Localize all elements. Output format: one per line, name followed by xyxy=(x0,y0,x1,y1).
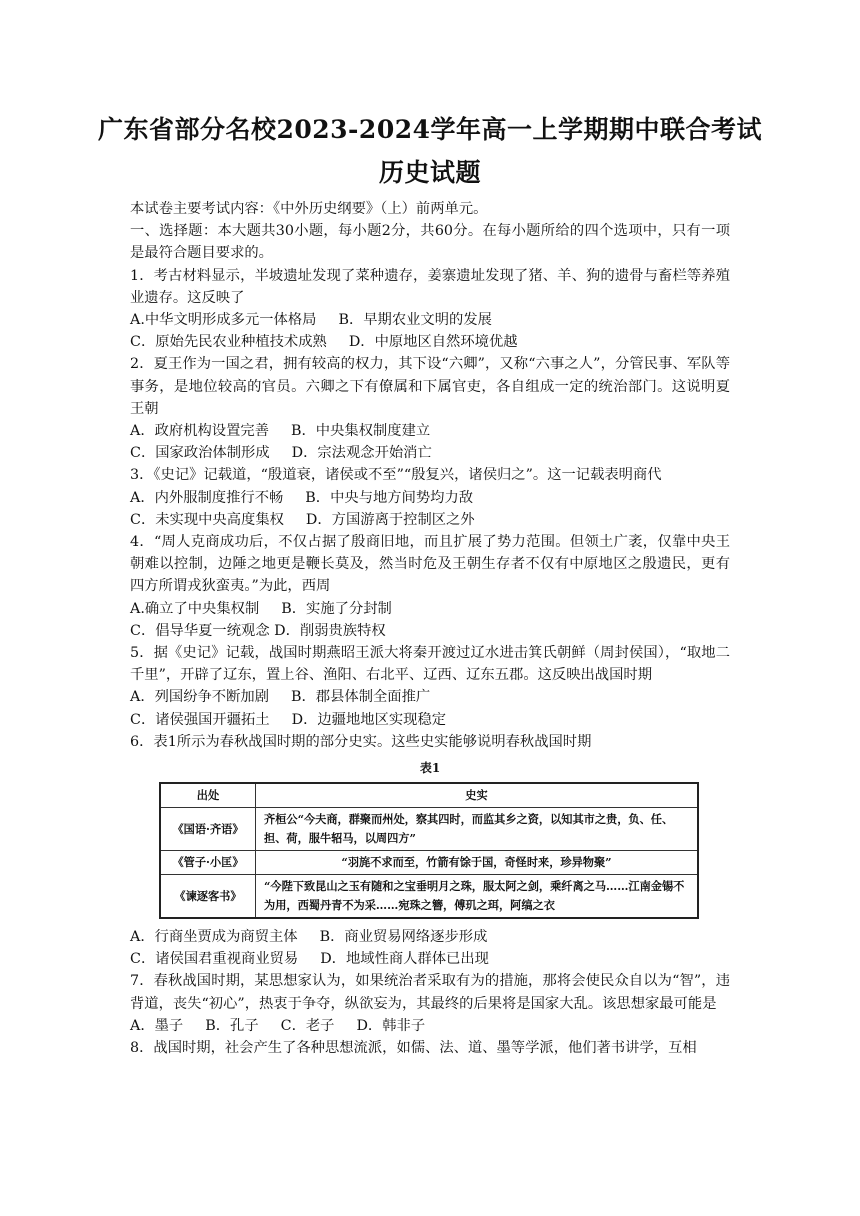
answer-option: B．孔子 xyxy=(205,1017,259,1034)
option-row xyxy=(130,598,730,620)
question-list xyxy=(130,265,730,1060)
option-row xyxy=(130,309,730,331)
scope-note: 本试卷主要考试内容：《中外历史纲要》（上）前两单元。 xyxy=(130,201,488,217)
answer-option: D．韩非子 xyxy=(356,1017,426,1034)
fact-cell: “羽旄不求而至，竹箭有馀于国，奇怪时来，珍异物聚” xyxy=(256,851,699,875)
answer-option: C．倡导华夏一统观念 D．削弱贵族特权 xyxy=(130,622,386,639)
source-cell: 《管子·小匡》 xyxy=(160,851,256,875)
question-stem: 7．春秋战国时期，某思想家认为，如果统治者采取有为的措施，那将会使民众自以为“智”，违背道，丧失“初心”，热衷于争夺，纵欲妄为，其最终的后果将是国家大乱。该思想家最可能是 xyxy=(130,973,730,1012)
option-row xyxy=(130,420,730,442)
fact-cell: “今陛下致昆山之玉有随和之宝垂明月之珠，服太阿之剑，乘纤离之马……江南金锡不为用，西蜀丹青不为采……宛珠之簪，傅玑之珥，阿缟之衣 xyxy=(256,875,699,919)
history-table xyxy=(159,782,699,919)
question-stem: 5．据《史记》记载，战国时期燕昭王派大将秦开渡过辽水进击箕氏朝鲜（周封侯国），“取地二千里”，开辟了辽东，置上谷、渔阳、右北平、辽西、辽东五郡。这反映出战国时期 xyxy=(130,645,730,684)
option-row xyxy=(130,926,730,948)
question-stem: 6．表1所示为春秋战国时期的部分史实。这些史实能够说明春秋战国时期 xyxy=(130,733,592,750)
option-row xyxy=(130,948,730,970)
section-instructions: 一、选择题：本大题共30小题，每小题2分，共60分。在每小题所给的四个选项中，只有一项是最符合题目要求的。 xyxy=(130,223,730,262)
answer-option: B．实施了分封制 xyxy=(281,600,392,617)
option-row xyxy=(130,509,730,531)
option-row xyxy=(130,686,730,708)
table-header-row xyxy=(160,783,698,808)
source-cell: 《谏逐客书》 xyxy=(160,875,256,919)
table-row xyxy=(160,808,698,851)
answer-option: C．原始先民农业种植技术成熟 xyxy=(130,334,327,351)
answer-option: B．郡县体制全面推广 xyxy=(291,689,431,706)
question-stem: 2．夏王作为一国之君，拥有较高的权力，其下设“六卿”，又称“六事之人”，分管民事、军队等事务，是地位较高的官员。六卿之下有僚属和下属官吏，各自组成一定的统治部门。这说明夏王朝 xyxy=(130,356,730,417)
source-cell: 《国语·齐语》 xyxy=(160,808,256,851)
answer-option: A．墨子 xyxy=(130,1017,184,1034)
answer-option: B．早期农业文明的发展 xyxy=(338,312,492,329)
answer-option: C．国家政治体制形成 xyxy=(130,445,270,462)
column-header: 出处 xyxy=(160,783,256,808)
answer-option: B．商业贸易网络逐步形成 xyxy=(319,929,488,946)
option-row xyxy=(130,487,730,509)
answer-option: A.确立了中央集权制 xyxy=(130,600,260,617)
column-header: 史实 xyxy=(256,783,699,808)
exam-subtitle: 历史试题 xyxy=(378,158,481,187)
answer-option: A．列国纷争不断加剧 xyxy=(130,689,269,706)
table-row xyxy=(160,875,698,919)
answer-option: A．政府机构设置完善 xyxy=(130,423,269,440)
exam-content xyxy=(130,198,730,1059)
answer-option: C．诸侯强国开疆拓土 xyxy=(130,711,270,728)
option-row xyxy=(130,331,730,353)
exam-title: 广东省部分名校2023-2024学年高一上学期期中联合考试 xyxy=(97,115,763,144)
answer-option: D．地域性商人群体已出现 xyxy=(320,951,489,968)
question-stem: 3．《史记》记载道，“殷道衰，诸侯或不至”“殷复兴，诸侯归之”。这一记载表明商代 xyxy=(130,467,662,484)
question-stem: 1．考古材料显示，半坡遗址发现了菜种遗存，姜寨遗址发现了猪、羊、狗的遗骨与畜栏等养殖业遗存。这反映了 xyxy=(130,267,730,306)
question-stem: 8．战国时期，社会产生了各种思想流派，如儒、法、道、墨等学派，他们著书讲学，互相 xyxy=(130,1040,697,1057)
option-row xyxy=(130,1015,730,1037)
answer-option: B．中央集权制度建立 xyxy=(291,423,431,440)
answer-option: D．中原地区自然环境优越 xyxy=(348,334,518,351)
answer-option: D．方国游离于控制区之外 xyxy=(305,511,475,528)
answer-option: A．行商坐贾成为商贸主体 xyxy=(130,929,298,946)
fact-cell: 齐桓公“今夫商，群聚而州处，察其四时，而监其乡之资，以知其市之贵，负、任、担、荷，服牛轺马，以周四方” xyxy=(256,808,699,851)
table-1-block xyxy=(130,759,730,919)
answer-option: C．诸侯国君重视商业贸易 xyxy=(130,951,299,968)
table-row xyxy=(160,851,698,875)
answer-option: C．老子 xyxy=(280,1017,335,1034)
answer-option: A．内外服制度推行不畅 xyxy=(130,489,284,506)
option-row xyxy=(130,709,730,731)
table-caption: 表1 xyxy=(419,761,441,776)
answer-option: C．未实现中央高度集权 xyxy=(130,511,284,528)
question-stem: 4．“周人克商成功后，不仅占据了殷商旧地，而且扩展了势力范围。但领土广袤，仅靠中央王朝难以控制，边陲之地更是鞭长莫及，然当时危及王朝生存者不仅有中原地区之殷遗民，更有四方所谓戎狄蛮夷。”为此，西周 xyxy=(130,534,730,595)
answer-option: A.中华文明形成多元一体格局 xyxy=(130,312,317,329)
option-row xyxy=(130,620,730,642)
answer-option: D．宗法观念开始消亡 xyxy=(291,445,432,462)
answer-option: B．中央与地方间势均力敌 xyxy=(305,489,474,506)
answer-option: D．边疆地地区实现稳定 xyxy=(291,711,447,728)
option-row xyxy=(130,442,730,464)
